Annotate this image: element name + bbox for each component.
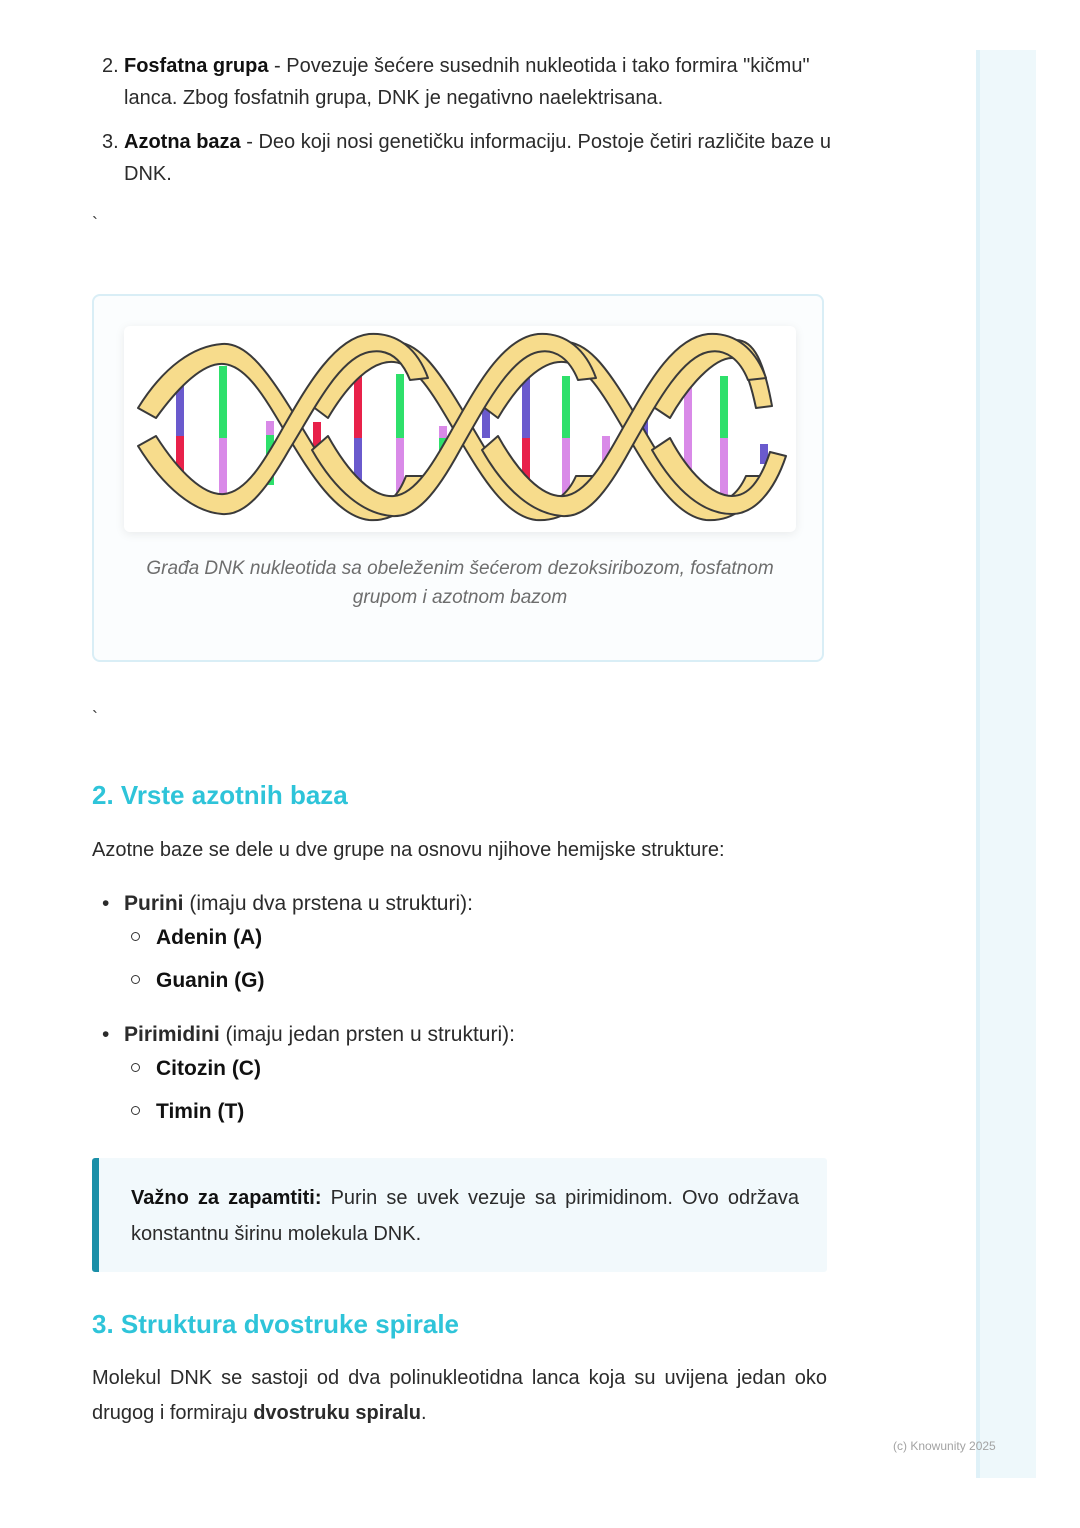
sub-item	[131, 969, 265, 993]
list-number: 3.	[102, 131, 119, 153]
bullet-desc: (imaju jedan prsten u strukturi):	[219, 1023, 515, 1046]
circle-bullet-icon	[131, 932, 140, 941]
bullet-text	[124, 1023, 515, 1047]
section-3-title: 3. Struktura dvostruke spirale	[92, 1309, 460, 1339]
sub-item	[131, 1100, 244, 1124]
stray-mark: `	[92, 214, 98, 234]
section-3-text-end: .	[421, 1402, 427, 1424]
circle-bullet-icon	[131, 975, 140, 984]
list-text: - Povezuje šećere susednih nukleotida i tako formira "kičmu" lanca. Zbog fosfatnih grupa, DNK je negativno naelektrisana.	[124, 55, 810, 109]
sub-item-text: Adenin (A)	[156, 926, 263, 949]
list-item	[102, 50, 832, 114]
bullet-term: Pirimidini	[124, 1023, 220, 1046]
sub-item-text: Guanin (G)	[156, 969, 265, 992]
circle-bullet-icon	[131, 1063, 140, 1072]
callout-text	[131, 1180, 799, 1252]
figure-card	[92, 294, 824, 662]
list-text: - Deo koji nosi genetičku informaciju. Postoje četiri različite baze u DNK.	[124, 131, 831, 185]
sub-item-text: Citozin (C)	[156, 1057, 261, 1080]
numbered-list	[102, 50, 832, 190]
right-sidebar	[976, 50, 1036, 1478]
bullet-text	[124, 892, 473, 916]
copyright-notice: (c) Knowunity 2025	[893, 1439, 996, 1453]
bullet-dot: •	[102, 892, 110, 915]
bullet-desc: (imaju dva prstena u strukturi):	[183, 892, 473, 915]
bullet-term: Purini	[124, 892, 184, 915]
section-3-bold-term: dvostruku spiralu	[253, 1402, 421, 1424]
important-callout	[92, 1158, 827, 1272]
stray-mark: `	[92, 708, 98, 728]
section-3-text-start: Molekul DNK se sastoji od dva polinukleotidna lanca koja su uvijena jedan oko drugog i formiraju	[92, 1367, 827, 1424]
callout-body: Purin se uvek vezuje sa pirimidinom. Ovo održava konstantnu širinu molekula DNK.	[131, 1187, 799, 1245]
list-term: Azotna baza	[124, 131, 241, 153]
section-2-intro: Azotne baze se dele u dve grupe na osnovu njihove hemijske strukture:	[92, 839, 725, 861]
callout-label: Važno za zapamtiti:	[131, 1187, 322, 1209]
dna-image	[124, 326, 796, 532]
bullet-dot: •	[102, 1023, 110, 1046]
circle-bullet-icon	[131, 1106, 140, 1115]
list-number: 2.	[102, 55, 119, 77]
list-term: Fosfatna grupa	[124, 55, 269, 77]
sub-item	[131, 926, 262, 950]
sub-item	[131, 1057, 261, 1081]
section-2-title: 2. Vrste azotnih baza	[92, 780, 348, 810]
section-3-text	[92, 1361, 827, 1431]
dna-helix-illustration	[124, 326, 796, 532]
sub-item-text: Timin (T)	[156, 1100, 245, 1123]
figure-caption: Građa DNK nukleotida sa obeleženim šećerom dezoksiribozom, fosfatnom grupom i azotnom bazom	[146, 558, 774, 608]
list-item	[102, 126, 832, 190]
